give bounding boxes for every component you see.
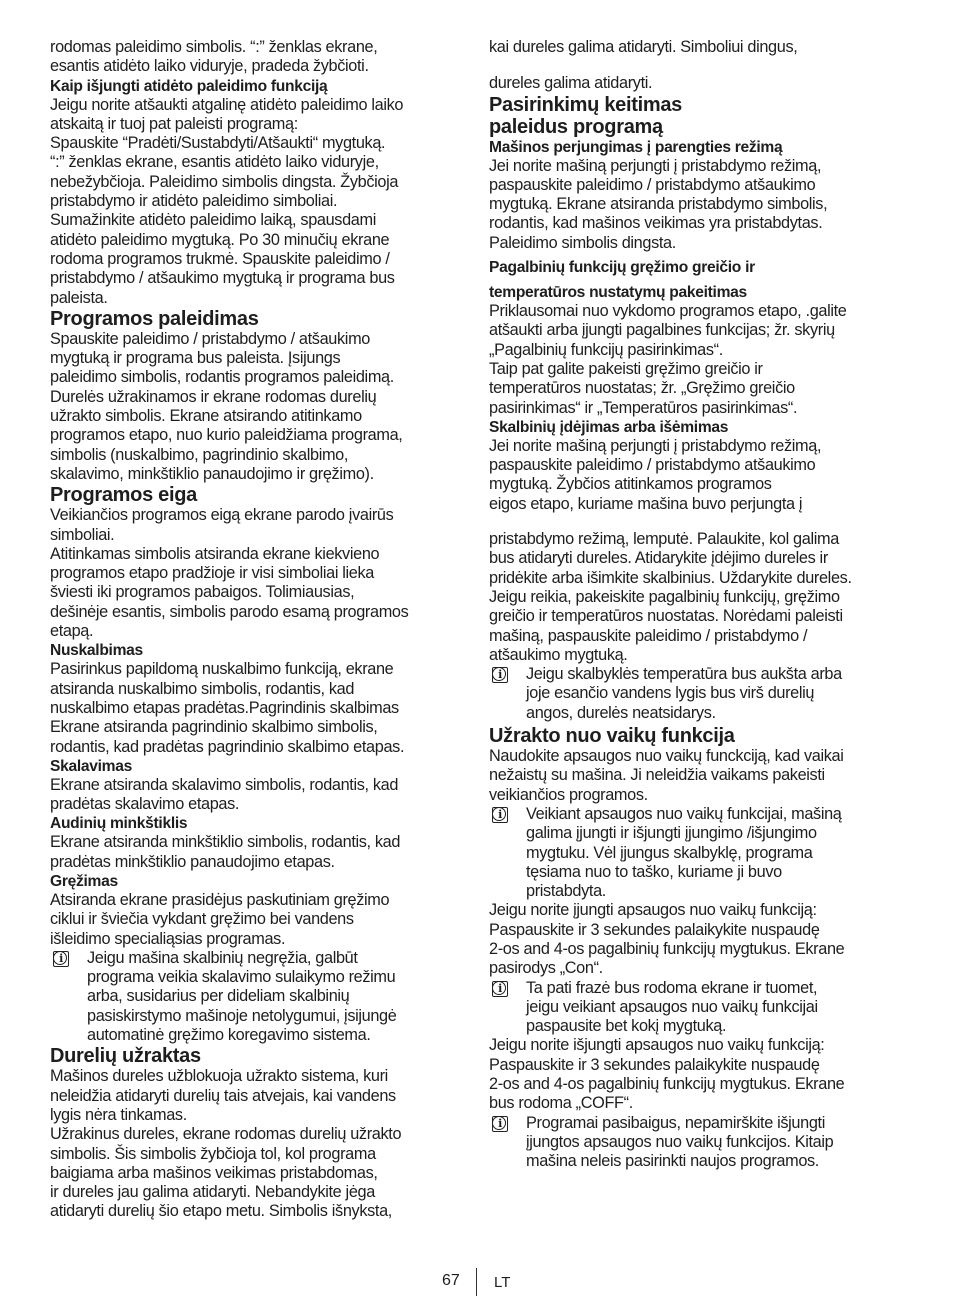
subsection-heading: Pagalbinių funkcijų gręžimo greičio ir <box>489 259 755 277</box>
page-number: 67 <box>442 1272 460 1289</box>
paragraph: Mašinos dureles užblokuoja užrakto sistema, kuri neleidžia atidaryti durelių tais atvejais, kai vandens lygis nėra tinkamas. Užrakinus dureles, ekrane rodomas durelių užrakto simbolis. Šis simbolis žybčioja tol, kol programa baigiama arba mašinos veikimas pristabdomas, ir dureles jau galima atidaryti. Nebandykite jėga atidaryti durelių šio etapo metu. Simbolis išnyksta, <box>50 1067 402 1221</box>
info-note <box>489 1114 909 1172</box>
note-text: Jeigu skalbyklės temperatūra bus aukšta arba joje esančio vandens lygis bus virš durelių angos, durelės neatsidarys. <box>526 665 842 722</box>
left-column <box>50 38 470 1222</box>
note-text: Ta pati frazė bus rodoma ekrane ir tuomet, jeigu veikiant apsaugos nuo vaikų funkcijai paspausite bet kokį mygtuką. <box>526 978 818 1036</box>
subsection-heading: Mašinos perjungimas į parengties režimą <box>489 138 783 156</box>
note-text: Veikiant apsaugos nuo vaikų funkcijai, mašiną galima įjungti ir išjungti įjungimo /išjungimo mygtuku. Vėl įjungus skalbyklę, programa tęsiama nuo to taško, kuriame ji buvo pristabdyta. <box>526 804 842 901</box>
paragraph: Spauskite paleidimo / pristabdymo / atšaukimo mygtuką ir programa bus paleista. Įsijungs paleidimo simbolis, rodantis programos paleidimą. Durelės užrakinamos ir ekrane rodomas durelių užrakto simbolis. Ekrane atsirando atitinkamo programos etapo, nuo kurio paleidžiama programa, simbolis (nuskalbimo, pagrindinio skalbimo, skalavimo, minkštiklio panaudojimo ir gręžimo). <box>50 329 403 483</box>
language-code: LT <box>494 1274 511 1291</box>
paragraph: rodomas paleidimo simbolis. “:” ženklas ekrane, esantis atidėto laiko viduryje, pradeda žybčioti. <box>50 38 378 76</box>
info-icon: i <box>492 807 508 823</box>
footer-divider <box>476 1268 477 1296</box>
note-text: Jeigu mašina skalbinių negręžia, galbūt programa veikia skalavimo sulaikymo režimu arba, susidarius per dideliam skalbinių pasiskirstymo mašinoje netolygumui, įsijungė automatinė gręžimo koregavimo sistema. <box>87 948 397 1045</box>
paragraph: Atsiranda ekrane prasidėjus paskutiniam gręžimo ciklui ir šviečia vykdant gręžimo bei vandens išleidimo specialiąsias programas. <box>50 890 390 948</box>
info-icon: i <box>492 667 508 683</box>
section-heading: Programos eiga <box>50 484 197 507</box>
subsection-heading: Gręžimas <box>50 872 118 890</box>
paragraph: Ekrane atsiranda minkštiklio simbolis, rodantis, kad pradėtas minkštiklio panaudojimo etapas. <box>50 833 401 871</box>
paragraph: dureles galima atidaryti. <box>489 74 653 93</box>
section-heading: Pasirinkimų keitimas paleidus programą <box>489 93 682 138</box>
section-heading: Durelių užraktas <box>50 1045 201 1068</box>
info-note <box>489 805 909 901</box>
right-column <box>489 38 909 1172</box>
paragraph: Naudokite apsaugos nuo vaikų funckciją, kad vaikai nežaistų su mašina. Ji neleidžia vaikams pakeisti veikiančios programos. <box>489 747 844 804</box>
info-note <box>50 949 470 1045</box>
paragraph: Jei norite mašiną perjungti į pristabdymo režimą, paspauskite paleidimo / pristabdymo atšaukimo mygtuką. Ekrane atsiranda pristabdymo simbolis, rodantis, kad mašinos veikimas yra pristabdytas. Paleidimo simbolis dingsta. <box>489 156 828 252</box>
info-icon: i <box>492 1116 508 1132</box>
subsection-heading: temperatūros nustatymų pakeitimas <box>489 284 747 302</box>
paragraph: kai dureles galima atidaryti. Simboliui dingus, <box>489 38 798 56</box>
paragraph: Veikiančios programos eigą ekrane parodo įvairūs simboliai. Atitinkamas simbolis atsiranda ekrane kiekvieno programos etapo pradžioje ir visi simboliai lieka šviesti iki programos pabaigos. Tolimiausias, dešinėje esantis, simbolis parodo esamą programos etapą. <box>50 506 409 641</box>
info-icon: i <box>492 981 508 997</box>
paragraph: Pasirinkus papildomą nuskalbimo funkciją, ekrane atsiranda nuskalbimo simbolis, rodantis, kad nuskalbimo etapas pradėtas.Pagrindinis skalbimas Ekrane atsiranda pagrindinio skalbimo simbolis, rodantis, kad pradėtas pagrindinio skalbimo etapas. <box>50 660 405 756</box>
paragraph: Ekrane atsiranda skalavimo simbolis, rodantis, kad pradėtas skalavimo etapas. <box>50 775 399 814</box>
subsection-heading: Skalavimas <box>50 757 132 775</box>
note-text: Programai pasibaigus, nepamirškite išjungti įjungtos apsaugos nuo vaikų funkcijos. Kitaip mašina neleis pasirinkti naujos programos. <box>526 1113 834 1171</box>
section-heading: Užrakto nuo vaikų funkcija <box>489 725 735 748</box>
subsection-heading: Audinių minkštiklis <box>50 815 188 833</box>
subsection-heading: Nuskalbimas <box>50 642 143 660</box>
paragraph: Jeigu norite išjungti apsaugos nuo vaikų funkciją: Paspauskite ir 3 sekundes palaikykite nuspaudę 2-os and 4-os pagalbinių funkcijų mygtukus. Ekrane bus rodoma „COFF“. <box>489 1036 845 1113</box>
info-icon: i <box>53 951 69 967</box>
paragraph: Jei norite mašiną perjungti į pristabdymo režimą, paspauskite paleidimo / pristabdymo atšaukimo mygtuką. Žybčios atitinkamos programos eigos etapo, kuriame mašina buvo perjungta į <box>489 436 822 513</box>
info-note <box>489 979 909 1037</box>
section-heading: Programos paleidimas <box>50 307 259 330</box>
paragraph: Jeigu norite atšaukti atgalinę atidėto paleidimo laiko atskaitą ir tuoj pat paleisti programą: Spauskite “Pradėti/Sustabdyti/Atšaukti“ mygtuką. “:” ženklas ekrane, esantis atidėto laiko viduryje, nebežybčioja. Paleidimo simbolis dingsta. Žybčioja pristabdymo ir atidėto paleidimo simboliai. Sumažinkite atidėto paleidimo laiką, spausdami atidėto paleidimo mygtuką. Po 30 minučių ekrane rodoma programos trukmė. Spauskite paleidimo / pristabdymo / atšaukimo mygtuką ir programa bus paleista. <box>50 95 404 307</box>
paragraph: Priklausomai nuo vykdomo programos etapo, .galite atšaukti arba įjungti pagalbines funkcijas; žr. skyrių „Pagalbinių funkcijų pasirinkimas“. Taip pat galite pakeisti gręžimo greičio ir temperatūros nuostatas; žr. „Gręžimo greičio pasirinkimas“ ir „Temperatūros pasirinkimas“. <box>489 302 847 417</box>
subsection-heading: Skalbinių įdėjimas arba išėmimas <box>489 418 729 436</box>
paragraph: Jeigu norite įjungti apsaugos nuo vaikų funkciją: Paspauskite ir 3 sekundes palaikykite nuspaudę 2-os and 4-os pagalbinių funkcijų mygtukus. Ekrane pasirodys „Con“. <box>489 901 845 978</box>
paragraph: pristabdymo režimą, lemputė. Palaukite, kol galima bus atidaryti dureles. Atidarykite įdėjimo dureles ir pridėkite arba išimkite skalbinius. Uždarykite dureles. Jeigu reikia, pakeiskite pagalbinių funkcijų, gręžimo greičio ir temperatūros nuostatas. Norėdami paleisti mašiną, paspauskite paleidimo / pristabdymo / atšaukimo mygtuką. <box>489 530 852 664</box>
info-note <box>489 665 909 723</box>
subsection-heading: Kaip išjungti atidėto paleidimo funkciją <box>50 77 328 95</box>
